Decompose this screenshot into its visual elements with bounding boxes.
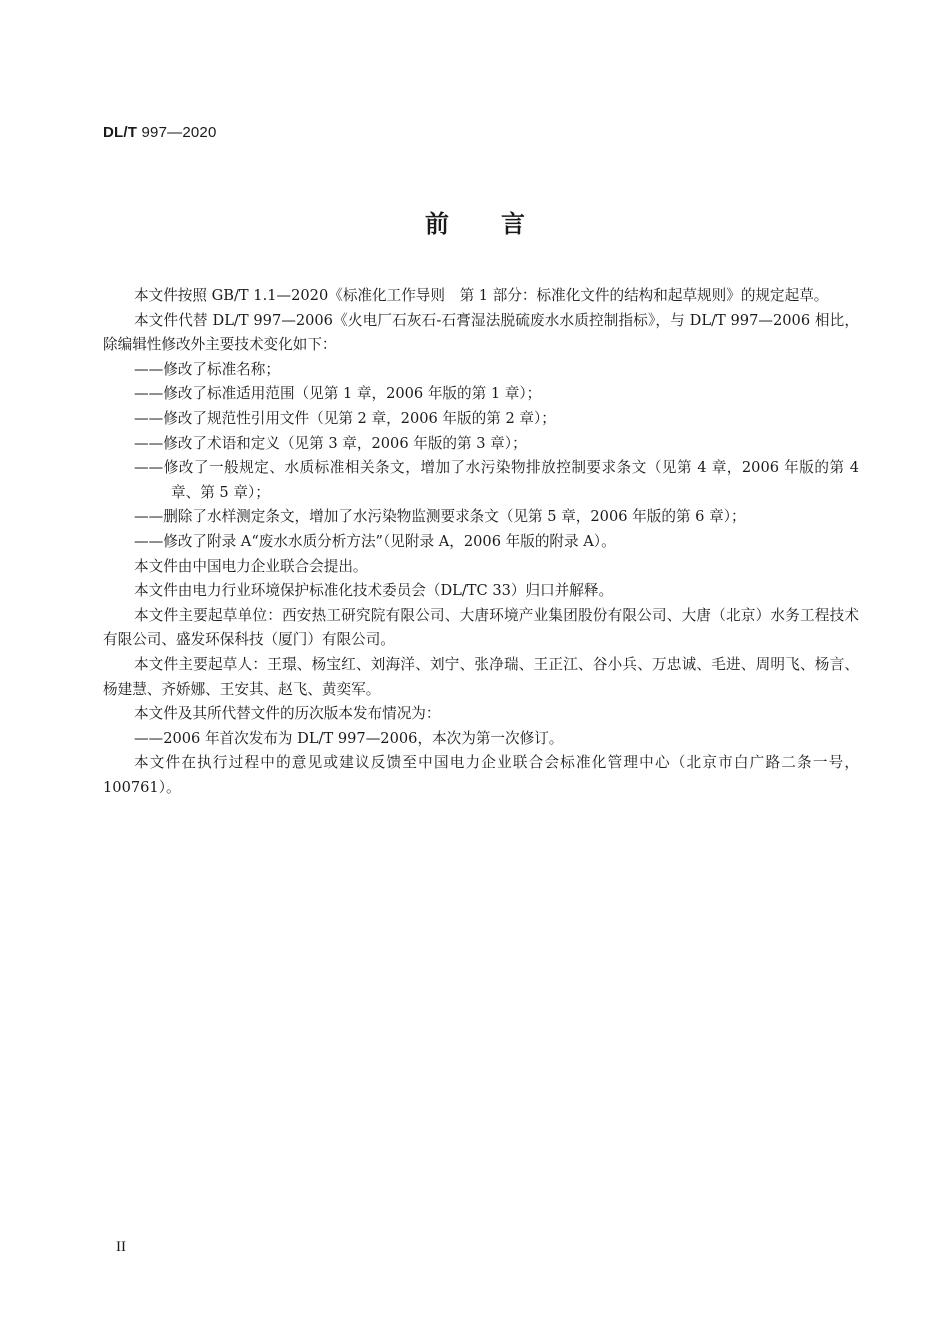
foreword-paragraph: 本文件及其所代替文件的历次版本发布情况为： (134, 705, 441, 723)
foreword-body (103, 284, 859, 800)
change-list-item: ——修改了附录 A“废水水质分析方法”（见附录 A，2006 年版的附录 A）。 (134, 532, 616, 550)
foreword-paragraph: 本文件主要起草人：王璟、杨宝红、刘海洋、刘宁、张净瑞、王正江、谷小兵、万忠诚、毛进、周明飞、杨言、杨建慧、齐娇娜、王安其、赵飞、黄奕军。 (103, 655, 859, 698)
foreword-paragraph: 本文件由中国电力企业联合会提出。 (134, 557, 368, 575)
change-list-item: ——修改了标准名称； (134, 360, 280, 378)
page-title: 前言 (425, 210, 577, 238)
change-list-item: ——修改了术语和定义（见第 3 章，2006 年版的第 3 章）； (134, 434, 527, 452)
change-list-item: ——删除了水样测定条文，增加了水污染物监测要求条文（见第 5 章，2006 年版的第 6 章）； (134, 508, 746, 526)
foreword-paragraph: 本文件代替 DL/T 997—2006《火电厂石灰石-石膏湿法脱硫废水水质控制指标》，与 DL/T 997—2006 相比，除编辑性修改外主要技术变化如下： (103, 311, 859, 354)
change-list-item: ——修改了一般规定、水质标准相关条文，增加了水污染物排放控制要求条文（见第 4 章，2006 年版的第 4 章、第 5 章）； (134, 459, 859, 501)
foreword-paragraph: 本文件主要起草单位：西安热工研究院有限公司、大唐环境产业集团股份有限公司、大唐（北京）水务工程技术有限公司、盛发环保科技（厦门）有限公司。 (103, 606, 859, 649)
change-list-item: ——2006 年首次发布为 DL/T 997—2006，本次为第一次修订。 (134, 729, 564, 747)
standard-prefix: DL/T (103, 124, 138, 141)
foreword-paragraph: 本文件由电力行业环境保护标准化技术委员会（DL/TC 33）归口并解释。 (134, 582, 614, 600)
standard-code-header (103, 124, 217, 141)
foreword-paragraph: 本文件在执行过程中的意见或建议反馈至中国电力企业联合会标准化管理中心（北京市白广路二条一号，100761）。 (103, 754, 859, 796)
change-list-item: ——修改了标准适用范围（见第 1 章，2006 年版的第 1 章）； (134, 385, 542, 403)
change-list-item: ——修改了规范性引用文件（见第 2 章，2006 年版的第 2 章）； (134, 409, 556, 427)
foreword-paragraph: 本文件按照 GB/T 1.1—2020《标准化工作导则 第 1 部分：标准化文件的结构和起草规则》的规定起草。 (134, 287, 829, 304)
page-number: II (116, 1239, 126, 1255)
standard-number: 997—2020 (141, 124, 217, 141)
